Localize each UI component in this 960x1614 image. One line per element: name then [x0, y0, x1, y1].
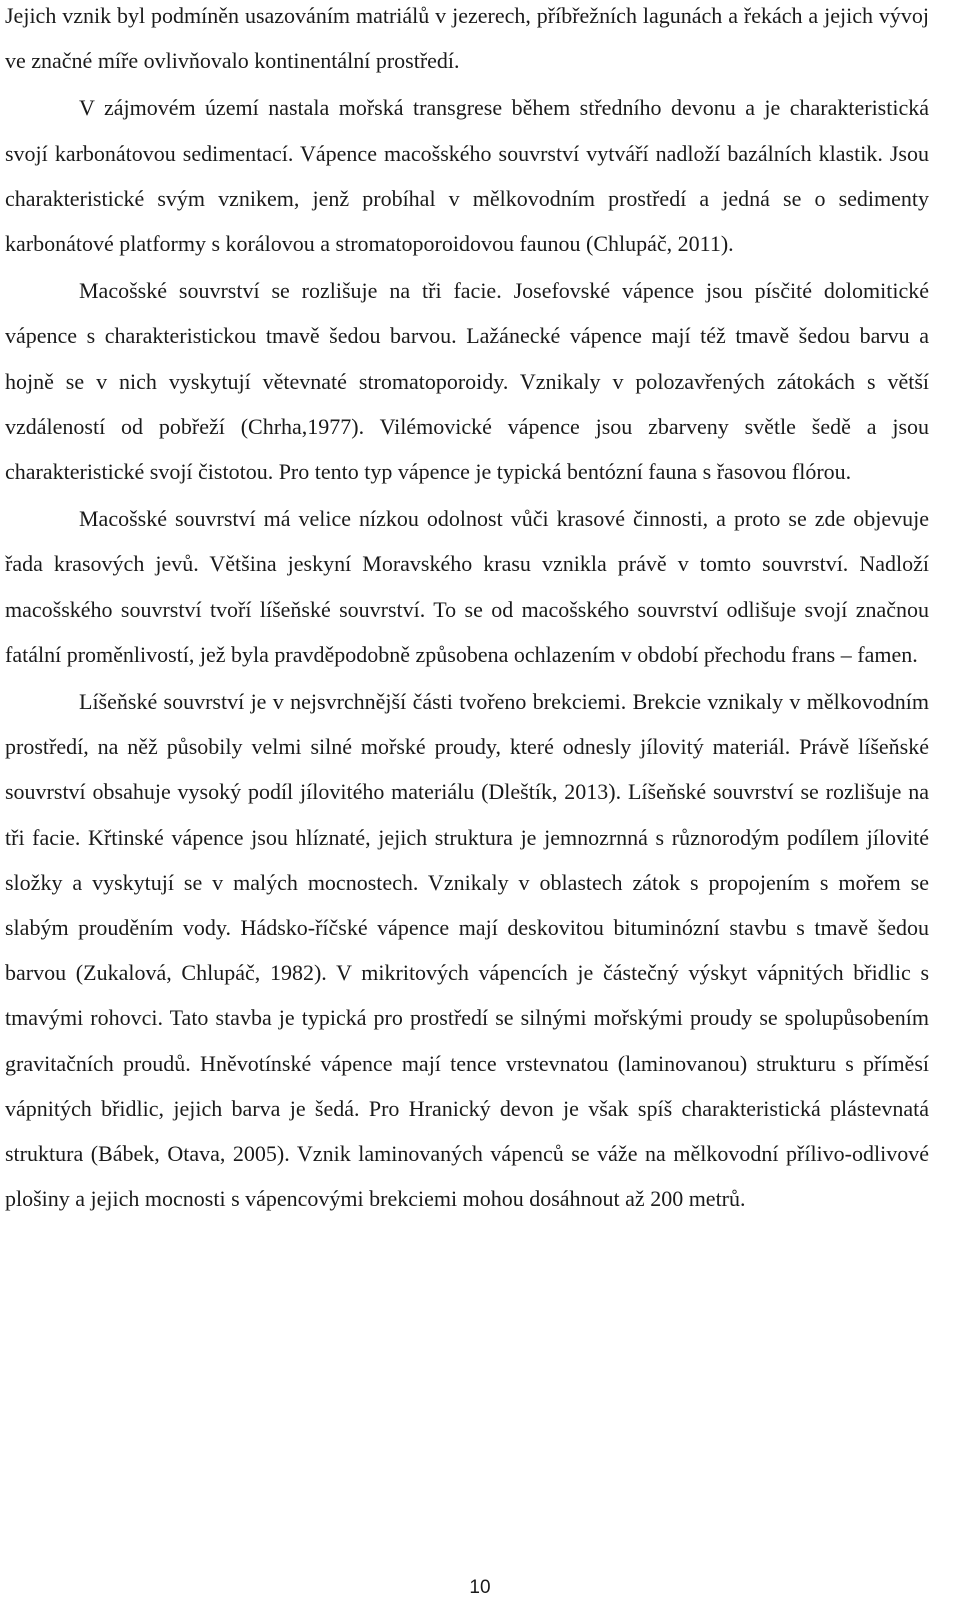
paragraph-5: Líšeňské souvrství je v nejsvrchnější části tvořeno brekciemi. Brekcie vznikaly v mělkovodním prostředí, na něž působily velmi silné mořské proudy, které odnesly jílovitý materiál. Právě líšeňské souvrství obsahuje vysoký podíl jílovitého materiálu (Dleštík, 2013). Líšeňské souvrství se rozlišuje na tři facie. Křtinské vápence jsou hlíznaté, jejich struktura je jemnozrnná s různorodým podílem jílovité složky a vyskytují se v malých mocnostech. Vznikaly v oblastech zátok s propojením s mořem se slabým prouděním vody. Hádsko-říčské vápence mají deskovitou bituminózní stavbu s tmavě šedou barvou (Zukalová, Chlupáč, 1982). V mikritových vápencích je částečný výskyt vápnitých břidlic s tmavými rohovci. Tato stavba je typická pro prostředí se silnými mořskými proudy se spolupůsobením gravitačních proudů. Hněvotínské vápence mají tence vrstevnatou (laminovanou) strukturu s příměsí vápnitých břidlic, jejich barva je šedá. Pro Hranický devon je však spíš charakteristická plástevnatá struktura (Bábek, Otava, 2005). Vznik laminovaných vápenců se váže na mělkovodní přílivo-odlivové plošiny a jejich mocnosti s vápencovými brekciemi mohou dosáhnout až 200 metrů. [5, 689, 929, 1212]
page-number: 10 [469, 1577, 491, 1598]
paragraph-3: Macošské souvrství se rozlišuje na tři facie. Josefovské vápence jsou písčité dolomitické vápence s charakteristickou tmavě šedou barvou. Lažánecké vápence mají též tmavě šedou barvu a hojně se v nich vyskytují větevnaté stromatoporoidy. Vznikaly v polozavřených zátokách s větší vzdáleností od pobřeží (Chrha,1977). Vilémovické vápence jsou zbarveny světle šedě a jsou charakteristické svojí čistotou. Pro tento typ vápence je typická bentózní fauna s řasovou flórou. [5, 278, 929, 485]
paragraph-2: V zájmovém území nastala mořská transgrese během středního devonu a je charakteristická svojí karbonátovou sedimentací. Vápence macošského souvrství vytváří nadloží bazálních klastik. Jsou charakteristické svým vznikem, jenž probíhal v mělkovodním prostředí a jedná se o sedimenty karbonátové platformy s korálovou a stromatoporoidovou faunou (Chlupáč, 2011). [5, 95, 929, 257]
paragraph-4: Macošské souvrství má velice nízkou odolnost vůči krasové činnosti, a proto se zde objevuje řada krasových jevů. Většina jeskyní Moravského krasu vznikla právě v tomto souvrství. Nadloží macošského souvrství tvoří líšeňské souvrství. To se od macošského souvrství odlišuje svojí značnou fatální proměnlivostí, jež byla pravděpodobně způsobena ochlazením v období přechodu frans – famen. [5, 506, 929, 667]
paragraph-1: Jejich vznik byl podmíněn usazováním matriálů v jezerech, příbřežních lagunách a řekách a jejich vývoj ve značné míře ovlivňovalo kontinentální prostředí. [5, 3, 929, 74]
body-text [5, 0, 929, 1223]
